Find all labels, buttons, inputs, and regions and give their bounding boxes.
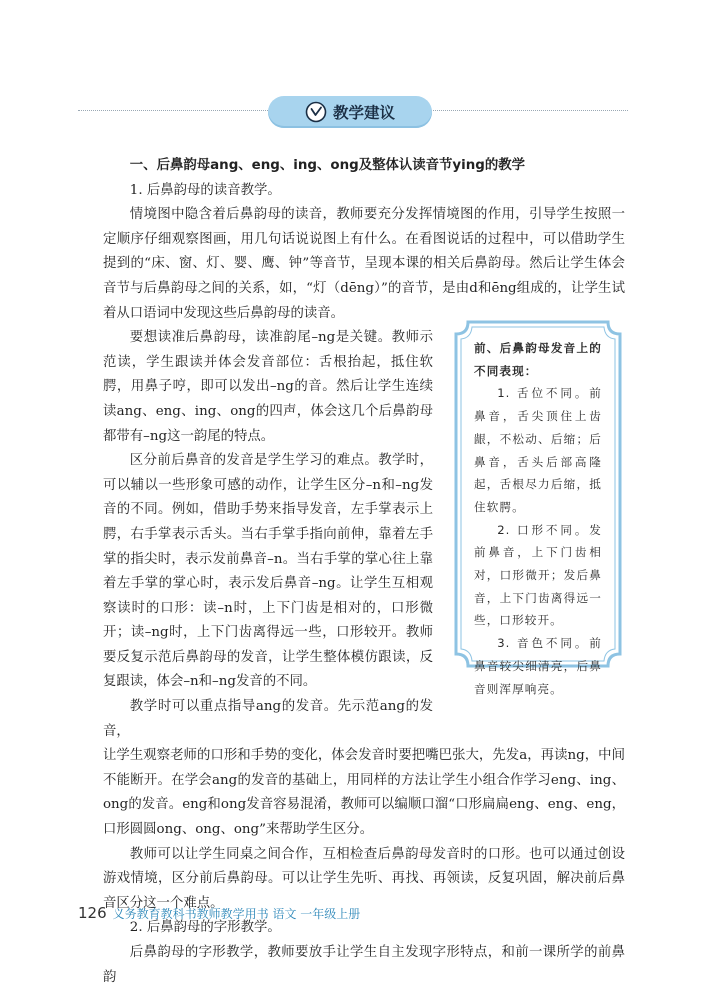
section-header-title: 教学建议 (332, 104, 395, 122)
paragraph-5: 教师可以让学生同桌之间合作，互相检查后鼻韵母发音时的口形。也可以通过创设游戏情境，区分前后鼻韵母。可以让学生先听、再找、再领读，反复巩固，解决前后鼻音区分这一个难点。 (103, 846, 625, 911)
checkmark-circle-icon (305, 101, 327, 123)
paragraph-3: 区分前后鼻音的发音是学生学习的难点。教学时，可以辅以一些形象可感的动作，让学生区分–n和–ng发音的不同。例如，借助手势来指导发音，左手掌表示上腭，右手掌表示舌头。当右手掌手指向前伸，靠着左手掌的指尖时，表示发前鼻音–n。当右手掌的掌心往上靠着左手掌的掌心时，表示发后鼻音–ng。让学生互相观察读时的口形：读–n时，上下门齿是相对的，口形微开；读–ng时，上下门齿离得远一些，口形较开。教师要反复示范后鼻韵母的发音，让学生整体模仿跟读，反复跟读，体会–n和–ng发音的不同。 (103, 453, 433, 690)
sidebar-note (454, 320, 622, 696)
paragraph-2: 要想读准后鼻韵母，读准韵尾–ng是关键。教师示范读，学生跟读并体会发音部位：舌根抬起，抵住软腭，用鼻子哼，即可以发出–ng的音。然后让学生连续读ang、eng、ing、ong的四声，体会这几个后鼻韵母都带有–ng这一韵尾的特点。 (103, 330, 433, 444)
sidebar-item-1: 1. 舌位不同。前鼻音，舌尖顶住上齿龈，不松动、后缩；后鼻音，舌头后部高隆起，舌根尽力后缩，抵住软腭。 (474, 386, 602, 514)
sidebar-text (474, 337, 602, 700)
page-footer (78, 904, 360, 922)
book-title: 义务教育教科书教师教学用书 语文 一年级上册 (112, 907, 361, 921)
section-header-badge (268, 96, 432, 128)
paragraph-6: 后鼻韵母的字形教学，教师要放手让学生自主发现字形特点，和前一课所学的前鼻韵 (103, 945, 625, 985)
sidebar-item-3: 3. 音色不同。前鼻音较尖细清亮，后鼻音则浑厚响亮。 (474, 636, 602, 696)
subheading-1: 1. 后鼻韵母的读音教学。 (129, 182, 281, 198)
paragraph-4-start: 教学时可以重点指导ang的发音。先示范ang的发音， (103, 699, 433, 739)
sidebar-item-2: 2. 口形不同。发前鼻音，上下门齿相对，口形微开；发后鼻音，上下门齿离得远一些，口形较开。 (474, 522, 602, 628)
section-title: 一、后鼻韵母ang、eng、ing、ong及整体认读音节ying的教学 (129, 158, 526, 173)
page-number: 126 (78, 904, 107, 922)
sidebar-title: 前、后鼻韵母发音上的不同表现： (474, 341, 602, 378)
paragraph-4-rest: 让学生观察老师的口形和手势的变化，体会发音时要把嘴巴张大，先发a，再读ng，中间不能断开。在学会ang的发音的基础上，用同样的方法让学生小组合作学习eng、ing、ong的发音。eng和ong发音容易混淆，教师可以编顺口溜“口形扁扁eng、eng、eng，口形圆圆ong、ong、ong”来帮助学生区分。 (103, 748, 625, 838)
paragraph-1: 情境图中隐含着后鼻韵母的读音，教师要充分发挥情境图的作用，引导学生按照一定顺序仔细观察图画，用几句话说说图上有什么。在看图说话的过程中，可以借助学生提到的“床、窗、灯、婴、鹰、钟”等音节，呈现本课的相关后鼻韵母。然后让学生体会音节与后鼻韵母之间的关系，如，“灯（dēng）”的音节，是由d和ēng组成的，让学生试着从口语词中发现这些后鼻韵母的读音。 (103, 207, 625, 321)
subheading-2: 2. 后鼻韵母的字形教学。 (129, 920, 281, 936)
